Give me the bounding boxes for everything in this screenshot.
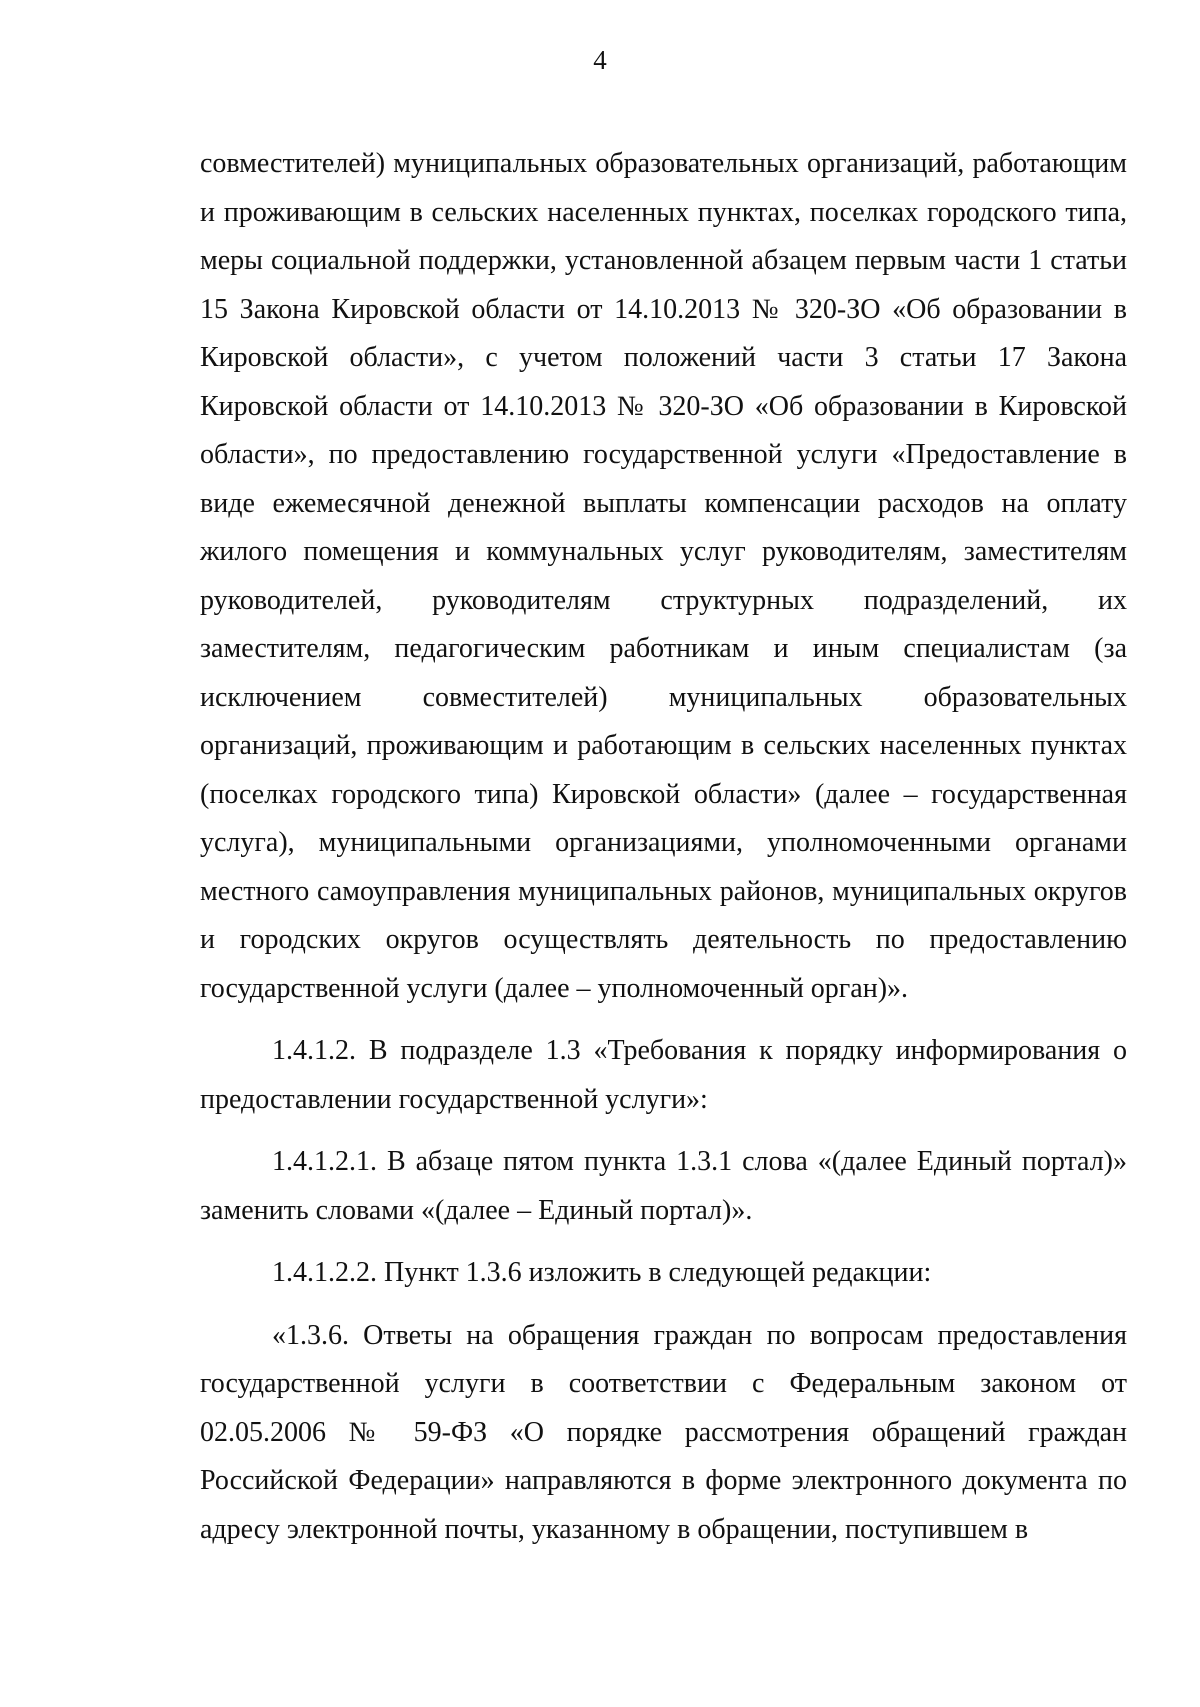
paragraph-1-4-1-2: 1.4.1.2. В подразделе 1.3 «Требования к порядку информирования о предоставлении государственной услуги»:	[200, 1035, 1127, 1115]
page-number: 4	[593, 45, 607, 75]
paragraph-1-4-1-2-1: 1.4.1.2.1. В абзаце пятом пункта 1.3.1 слова «(далее Единый портал)» заменить словами «(далее – Единый портал)».	[200, 1146, 1127, 1226]
document-body	[200, 140, 1127, 1556]
paragraph-1-4-1-2-2: 1.4.1.2.2. Пункт 1.3.6 изложить в следующей редакции:	[272, 1257, 932, 1288]
paragraph-quote-1-3-6: «1.3.6. Ответы на обращения граждан по вопросам предоставления государственной услуги в соответствии с Федеральным законом от 02.05.2006 № 59-ФЗ «О порядке рассмотрения обращений граждан Российской Федерации» направляются в форме электронного документа по адресу электронной почты, указанному в обращении, поступившем в	[200, 1319, 1127, 1545]
paragraph-continuation: совместителей) муниципальных образовательных организаций, работающим и проживающим в сельских населенных пунктах, поселках городского типа, меры социальной поддержки, установленной абзацем первым части 1 статьи 15 Закона Кировской области от 14.10.2013 № 320-ЗО «Об образовании в Кировской области», с учетом положений части 3 статьи 17 Закона Кировской области от 14.10.2013 № 320-ЗО «Об образовании в Кировской области», по предоставлению государственной услуги «Предоставление в виде ежемесячной денежной выплаты компенсации расходов на оплату жилого помещения и коммунальных услуг руководителям, заместителям руководителей, руководителям структурных подразделений, их заместителям, педагогическим работникам и иным специалистам (за исключением совместителей) муниципальных образовательных организаций, проживающим и работающим в сельских населенных пунктах (поселках городского типа) Кировской области» (далее – государственная услуга), муниципальными организациями, уполномоченными органами местного самоуправления муниципальных районов, муниципальных округов и городских округов осуществлять деятельность по предоставлению государственной услуги (далее – уполномоченный орган)».	[200, 148, 1127, 1004]
